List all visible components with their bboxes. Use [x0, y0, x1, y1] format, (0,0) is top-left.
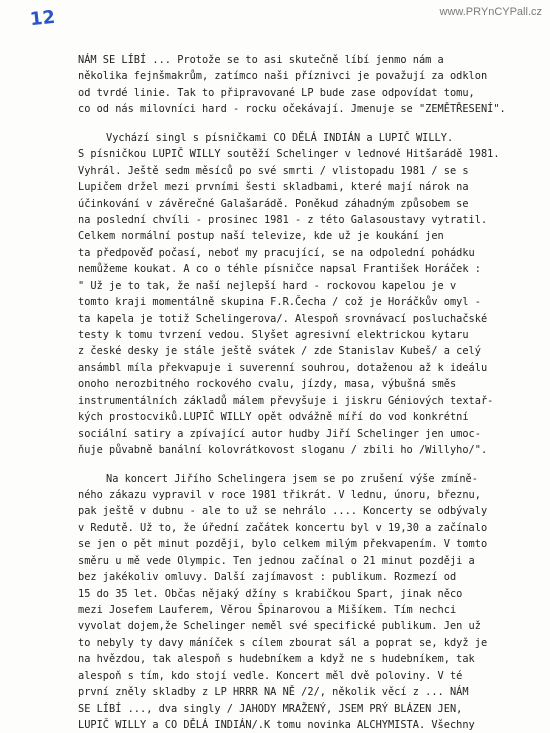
text-line: směru u mě vede Olympic. Ten jednou začínal o 21 minut později a — [78, 554, 475, 567]
text-line: účinkování v závěrečné Galašarádě. Poněkud záhadným způsobem se — [78, 197, 469, 210]
body-text — [78, 52, 528, 733]
paragraph-3 — [78, 471, 528, 733]
text-line: bez jakékoliv omluvy. Další zajímavost : publikum. Rozmezí od — [78, 571, 457, 584]
text-line: Lupičem držel mezi prvními šesti skladbami, které mají nárok na — [78, 181, 469, 194]
text-line: vyvolat dojem,že Schelinger neměl své specifické publikum. Jen už — [78, 620, 481, 633]
text-line: od tvrdé linie. Tak to připravované LP bude zase odpovídat tomu, — [78, 86, 475, 99]
text-line: Vychází singl s písničkami CO DĚLÁ INDIÁN a LUPIČ WILLY. — [106, 131, 454, 144]
text-line: mezi Josefem Lauferem, Věrou Špinarovou a Mišíkem. Tím nechci — [78, 604, 457, 616]
text-line: ta předpověď počasí, neboť my pracující, se na odpolední pohádku — [78, 246, 475, 259]
text-line: Celkem normální postup naší televize, kde už je koukání jen — [78, 230, 444, 243]
paragraph-1 — [78, 52, 528, 118]
text-line: na hvězdou, tak alespoň s hudebníkem a když ne s hudebníkem, tak — [78, 653, 475, 666]
text-line: SE LÍBÍ ..., dva singly / JAHODY MRAŽENÝ, JSEM PRÝ BLÁZEN JEN, — [78, 702, 463, 715]
text-line: v Redutě. Už to, že úřední začátek koncertu byl v 19,30 a začínalo — [78, 521, 488, 534]
text-line: několika fejnšmakrům, zatímco naši příznivci je považují za odklon — [78, 70, 488, 83]
text-line: Vyhrál. Ještě sedm měsíců po své smrti / vlistopadu 1981 / se s — [78, 164, 469, 177]
text-line: ňuje půvabně banální kolovrátkovost sloganu / zbili ho /Willyho/". — [78, 444, 488, 457]
text-line: S písničkou LUPIČ WILLY soutěží Schelinger v lednové Hitšarádě 1981. — [78, 148, 500, 161]
text-line: 15 do 35 let. Občas nějaký džíny s krabičkou Spart, jinak něco — [78, 587, 463, 600]
text-line: nemůžeme koukat. A co o téhle písničce napsal František Horáček : — [78, 263, 481, 276]
paragraph-2 — [78, 130, 528, 459]
text-line: se jen o pět minut později, bylo celkem milým překvapením. V tomto — [78, 538, 488, 551]
text-line: to nebyly ty davy máníček s cílem zbourat sál a poprat se, když je — [78, 636, 488, 649]
text-line: instrumentálních základů málem převyšuje i jiskru Géniových textař- — [78, 394, 494, 407]
page-number: 12 — [28, 6, 57, 31]
text-line: ného zákazu vypravil v roce 1981 třikrát. V lednu, únoru, březnu, — [78, 488, 481, 501]
text-line: LUPIČ WILLY a CO DĚLÁ INDIÁN/.K tomu novinka ALCHYMISTA. Všechny — [78, 719, 475, 732]
text-line: pak ještě v dubnu - ale to už se nehrálo .... Koncerty se odbývaly — [78, 505, 488, 518]
text-line: Na koncert Jiřího Schelingera jsem se po zrušení výše zmíně- — [106, 472, 478, 485]
text-line: " Už je to tak, že naší nejlepší hard - rockovou kapelou je v — [78, 279, 457, 292]
text-line: tomto kraji momentálně skupina F.R.Čecha / což je Horáčkův omyl - — [78, 296, 481, 309]
text-line: z české desky je stále ještě svátek / zde Stanislav Kubeš/ a celý — [78, 345, 481, 358]
text-line: sociální satiry a zpívající autor hudby Jiří Schelinger jen umoc- — [78, 427, 481, 440]
text-line: testy k tomu tvrzení vedou. Slyšet agresivní elektrickou kytaru — [78, 329, 469, 341]
watermark: www.PRYnCYPall.cz — [439, 6, 542, 18]
text-line: kých prostocviků.LUPIČ WILLY opět odvážně míří do vod konkrétní — [78, 411, 469, 424]
text-line: co od nás milovníci hard - rocku očekávají. Jmenuje se "ZEMĚTŘESENÍ". — [78, 103, 506, 116]
text-line: onoho nerozbitného rockového cvalu, jízdy, masa, výbušná směs — [78, 378, 457, 391]
text-line: na poslední chvíli - prosinec 1981 - z této Galasoustavy vytratil. — [78, 213, 488, 226]
text-line: NÁM SE LÍBÍ ... Protože se to asi skutečně líbí jenmo nám a — [78, 54, 444, 66]
text-line: první zněly skladby z LP HRRR NA NĚ /2/, několik věcí z ... NÁM — [78, 686, 469, 699]
text-line: ansámbl míla překvapuje i suverenní souhrou, dotaženou až k ideálu — [78, 361, 488, 374]
text-line: alespoň s tím, kdo stojí vedle. Koncert měl dvě poloviny. V té — [78, 669, 463, 682]
text-line: ta kapela je totiž Schelingerova/. Alespoň srovnávací posluchačské — [78, 312, 488, 325]
